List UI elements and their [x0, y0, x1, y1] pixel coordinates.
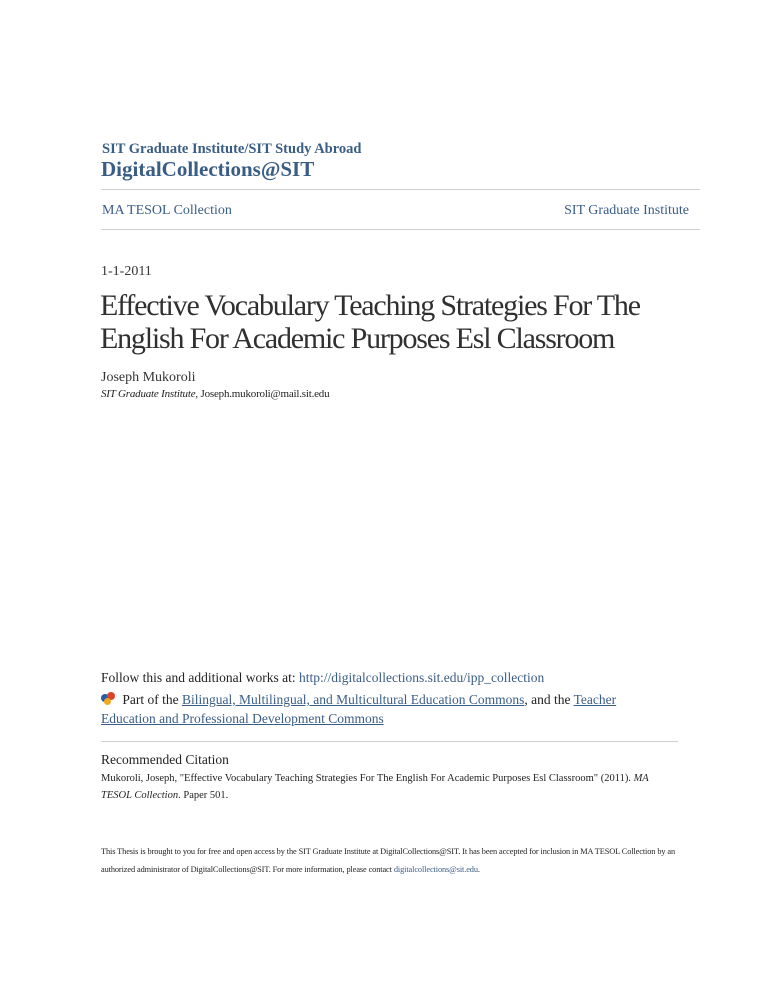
- header-divider-bottom: [101, 229, 700, 230]
- access-notice-end: .: [477, 865, 480, 874]
- citation-body: Mukoroli, Joseph, "Effective Vocabulary Teaching Strategies For The English For Academic Purposes Esl Classroom" (2011).: [101, 773, 634, 784]
- part-of-commons: [101, 690, 661, 728]
- access-notice: [101, 843, 676, 879]
- institute-name[interactable]: SIT Graduate Institute/SIT Study Abroad: [102, 141, 362, 157]
- author-name[interactable]: Joseph Mukoroli: [101, 370, 196, 385]
- recommended-citation-heading: Recommended Citation: [101, 752, 229, 767]
- author-affiliation: [101, 388, 329, 400]
- affiliation-separator: ,: [195, 388, 201, 400]
- access-notice-text: This Thesis is brought to you for free and open access by the SIT Graduate Institute at DigitalCollections@SIT. It has been accepted for inclusion in MA TESOL Collection by an authorized administrator of DigitalCollections@SIT. For more information, please contact: [101, 847, 676, 874]
- author-email: Joseph.mukoroli@mail.sit.edu: [200, 388, 330, 400]
- network-commons-icon: [101, 692, 117, 706]
- header-divider-top: [101, 189, 700, 190]
- contact-email-link[interactable]: digitalcollections@sit.edu: [393, 865, 478, 874]
- publication-date: 1-1-2011: [101, 264, 152, 279]
- citation-text: [101, 770, 661, 804]
- institution-link[interactable]: SIT Graduate Institute: [564, 203, 689, 218]
- affiliation-name: SIT Graduate Institute: [101, 388, 196, 400]
- follow-line: [101, 670, 544, 686]
- repository-name[interactable]: DigitalCollections@SIT: [101, 157, 315, 181]
- follow-label: Follow this and additional works at:: [101, 670, 299, 685]
- bilingual-commons-link[interactable]: Bilingual, Multilingual, and Multicultural Education Commons: [182, 692, 525, 707]
- collection-url-link[interactable]: http://digitalcollections.sit.edu/ipp_collection: [299, 670, 545, 685]
- paper-title: Effective Vocabulary Teaching Strategies For The English For Academic Purposes Esl Classroom: [100, 289, 640, 355]
- citation-suffix: . Paper 501.: [178, 790, 229, 801]
- part-of-prefix: Part of the: [122, 692, 182, 707]
- teacher-education-commons-link[interactable]: Teacher Education and Professional Development Commons: [101, 692, 617, 726]
- citation-divider: [101, 741, 678, 742]
- citation-series: MA TESOL Collection: [101, 773, 649, 801]
- collection-link[interactable]: MA TESOL Collection: [102, 203, 232, 218]
- part-of-middle: , and the: [524, 692, 574, 707]
